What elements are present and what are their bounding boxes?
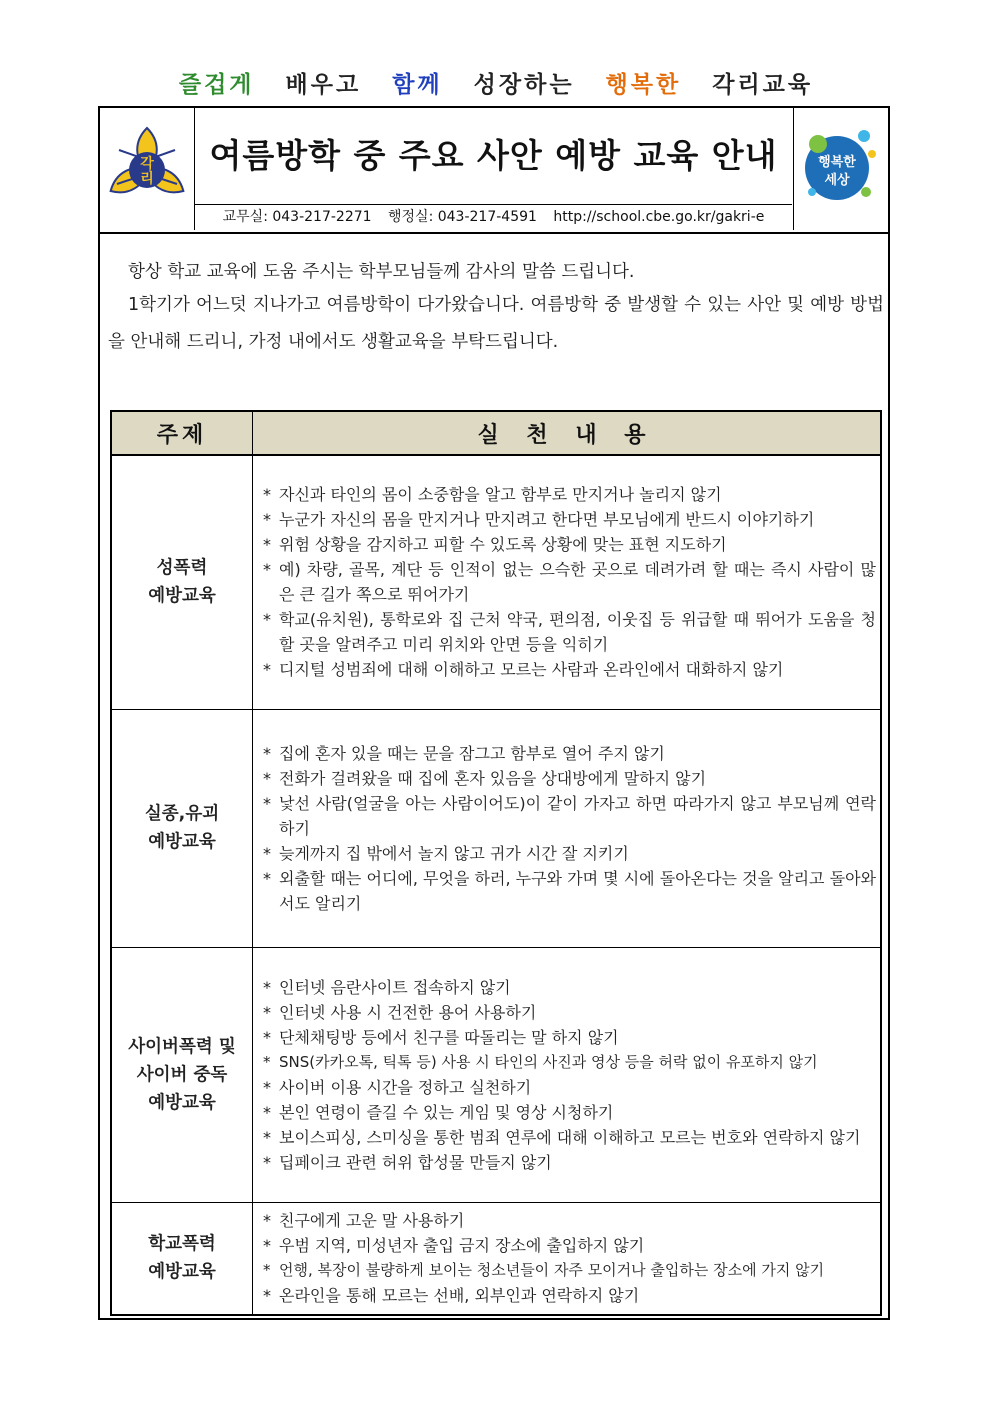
content-cell — [253, 1202, 882, 1315]
list-item: * 우범 지역, 미성년자 출입 금지 장소에 출입하지 않기 — [263, 1233, 876, 1258]
header-content: 실 천 내 용 — [253, 411, 882, 455]
document-frame — [98, 106, 890, 1320]
right-logo-text-1: 행복한 — [818, 155, 856, 170]
table-header-row — [111, 411, 881, 455]
list-item: * 누군가 자신의 몸을 만지거나 만지려고 한다면 부모님에게 반드시 이야기하기 — [263, 507, 876, 532]
motto-word-2: 배우고 — [285, 72, 362, 98]
example-item — [263, 557, 876, 607]
header — [100, 108, 888, 234]
list-item: * 언행, 복장이 불량하게 보이는 청소년들이 자주 모이거나 출입하는 장소에 가지 않기 — [263, 1258, 876, 1283]
list-item: * 사이버 이용 시간을 정하고 실천하기 — [263, 1075, 876, 1100]
topic-cell — [111, 947, 253, 1202]
content-cell — [253, 455, 882, 709]
intro-paragraph-2: 1학기가 어느덧 지나가고 여름방학이 다가왔습니다. 여름방학 중 발생할 수 있는 사안 및 예방 방법을 안내해 드리니, 가정 내에서도 생활교육을 부탁드립니다. — [108, 295, 884, 352]
happy-world-logo — [793, 108, 888, 230]
prevention-table — [110, 410, 882, 1316]
contact-info — [195, 204, 792, 230]
topic-line: 성폭력 — [156, 558, 208, 579]
intro-paragraph-1: 항상 학교 교육에 도움 주시는 학부모님들께 감사의 말씀 드립니다. — [128, 262, 635, 282]
table-row-missing-kidnapping — [111, 709, 881, 947]
svg-text:리: 리 — [140, 171, 154, 187]
list-item: * 위험 상황을 감지하고 피할 수 있도록 상황에 맞는 표현 지도하기 — [263, 532, 876, 557]
list-item: * 학교(유치원), 통학로와 집 근처 약국, 편의점, 이웃집 등 위급할 때 뛰어가 도움을 청할 곳을 알려주고 미리 위치와 안면 등을 익히기 — [263, 607, 876, 657]
topic-cell — [111, 1202, 253, 1315]
school-motto — [0, 66, 992, 99]
table-row-sexual-violence — [111, 455, 881, 709]
list-item: * 낯선 사람(얼굴을 아는 사람이어도)이 같이 가자고 하면 따라가지 않고 부모님께 연락하기 — [263, 791, 876, 841]
header-topic: 주제 — [111, 411, 253, 455]
table-row-cyber-violence — [111, 947, 881, 1202]
content-cell — [253, 709, 882, 947]
list-item: * 온라인을 통해 모르는 선배, 외부인과 연락하지 않기 — [263, 1283, 876, 1308]
list-item: * 늦게까지 집 밖에서 놀지 않고 귀가 시간 잘 지키기 — [263, 841, 876, 866]
right-logo-text-2: 세상 — [824, 173, 850, 188]
intro-text — [108, 254, 884, 361]
topic-line: 예방교육 — [148, 586, 216, 607]
motto-word-5: 행복한 — [605, 72, 682, 98]
list-item: * 디지털 성범죄에 대해 이해하고 모르는 사람과 온라인에서 대화하지 않기 — [263, 657, 876, 682]
svg-text:각: 각 — [140, 156, 154, 172]
topic-line: 예방교육 — [148, 1092, 216, 1113]
topic-line: 사이버폭력 및 — [128, 1036, 236, 1057]
happy-world-icon — [794, 108, 888, 230]
motto-word-6: 각리교육 — [712, 72, 814, 98]
motto-word-1: 즐겁게 — [178, 72, 255, 98]
topic-line: 학교폭력 — [148, 1234, 216, 1255]
topic-line: 사이버 중독 — [136, 1064, 228, 1085]
office-phone: 교무실: 043-217-2271 — [222, 209, 372, 225]
topic-line: 예방교육 — [148, 832, 216, 852]
topic-line: 예방교육 — [148, 1262, 216, 1283]
topic-cell — [111, 709, 253, 947]
topic-line: 실종,유괴 — [144, 804, 220, 824]
list-item: * 친구에게 고운 말 사용하기 — [263, 1208, 876, 1233]
document-title: 여름방학 중 주요 사안 예방 교육 안내 — [195, 108, 792, 205]
admin-phone: 행정실: 043-217-4591 — [388, 209, 537, 225]
list-item: * 자신과 타인의 몸이 소중함을 알고 함부로 만지거나 놀리지 않기 — [263, 482, 876, 507]
school-url[interactable]: http://school.cbe.go.kr/gakri-e — [553, 209, 765, 225]
list-item: * 인터넷 음란사이트 접속하지 않기 — [263, 975, 876, 1000]
example-text: 예) 차량, 골목, 계단 등 인적이 없는 으슥한 곳으로 데려가려 할 때는 즉시 사람이 많은 큰 길가 쪽으로 뛰어가기 — [279, 560, 876, 605]
list-item: * 전화가 걸려왔을 때 집에 혼자 있음을 상대방에게 말하지 않기 — [263, 766, 876, 791]
list-item: * 집에 혼자 있을 때는 문을 잠그고 함부로 열어 주지 않기 — [263, 741, 876, 766]
school-logo — [100, 108, 195, 230]
list-item: * 딥페이크 관련 허위 합성물 만들지 않기 — [263, 1150, 876, 1175]
content-cell — [253, 947, 882, 1202]
list-item: * 단체채팅방 등에서 친구를 따돌리는 말 하지 않기 — [263, 1025, 876, 1050]
list-item: * 인터넷 사용 시 건전한 용어 사용하기 — [263, 1000, 876, 1025]
list-item: * 본인 연령이 즐길 수 있는 게임 및 영상 시청하기 — [263, 1100, 876, 1125]
list-item: * 보이스피싱, 스미싱을 통한 범죄 연루에 대해 이해하고 모르는 번호와 연락하지 않기 — [263, 1125, 876, 1150]
topic-cell — [111, 455, 253, 709]
list-item: * 외출할 때는 어디에, 무엇을 하러, 누구와 가며 몇 시에 돌아온다는 것을 알리고 돌아와서도 알리기 — [263, 866, 876, 916]
motto-word-3: 함께 — [392, 72, 443, 98]
list-item: * SNS(카카오톡, 틱톡 등) 사용 시 타인의 사진과 영상 등을 허락 없이 유포하지 않기 — [263, 1050, 876, 1075]
motto-word-4: 성장하는 — [473, 72, 575, 98]
table-row-school-violence — [111, 1202, 881, 1315]
school-emblem-icon — [100, 108, 194, 230]
